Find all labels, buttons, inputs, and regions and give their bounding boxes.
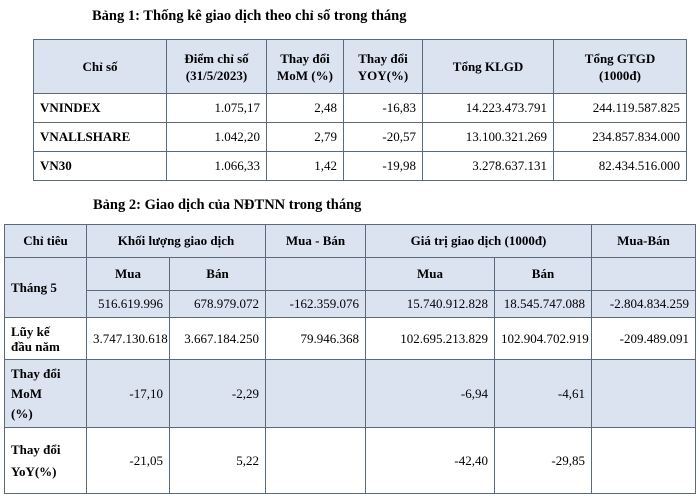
ytd-val-sell: 102.904.702.919 (495, 318, 592, 360)
row-label-mom: Thay đổi MoM (%) (5, 360, 87, 428)
header-value-group: Giá trị giao dịch (1000đ) (366, 225, 592, 258)
header-empty (592, 258, 696, 291)
index-yoy: -16,83 (344, 94, 423, 123)
table-row (5, 291, 696, 318)
header-index: Chỉ số (34, 40, 167, 94)
ytd-vol-sell: 3.667.184.250 (170, 318, 266, 360)
foreign-investor-table (4, 224, 696, 494)
month5-val-buy: 15.740.912.828 (366, 291, 495, 318)
header-volume: Tổng KLGD (423, 40, 554, 94)
ytd-vol-net: 79.946.368 (266, 318, 366, 360)
header-vol-sell: Bán (170, 258, 266, 291)
mom-vol-buy: -17,10 (87, 360, 170, 428)
index-yoy: -19,98 (344, 152, 423, 181)
index-mom: 1,42 (267, 152, 344, 181)
row-label-ytd: Lũy kế đầu năm (5, 318, 87, 360)
header-value: Tổng GTGD (1000đ) (554, 40, 687, 94)
mom-val-buy: -6,94 (366, 360, 495, 428)
row-label-yoy: Thay đổi YoY(%) (5, 428, 87, 494)
index-mom: 2,79 (267, 123, 344, 152)
mom-val-net (592, 360, 696, 428)
index-yoy: -20,57 (344, 123, 423, 152)
header-mom: Thay đổi MoM (%) (267, 40, 344, 94)
index-volume: 3.278.637.131 (423, 152, 554, 181)
month5-vol-sell: 678.979.072 (170, 291, 266, 318)
mom-vol-sell: -2,29 (170, 360, 266, 428)
index-name: VNALLSHARE (34, 123, 167, 152)
header-yoy: Thay đổi YOY(%) (344, 40, 423, 94)
index-points: 1.075,17 (167, 94, 267, 123)
month5-vol-buy: 516.619.996 (87, 291, 170, 318)
yoy-vol-net (266, 428, 366, 494)
header-net-volume: Mua - Bán (266, 225, 366, 258)
index-volume: 13.100.321.269 (423, 123, 554, 152)
header-criteria: Chỉ tiêu (5, 225, 87, 258)
table-row (34, 94, 687, 123)
index-points: 1.066,33 (167, 152, 267, 181)
yoy-vol-sell: 5,22 (170, 428, 266, 494)
month5-val-sell: 18.545.747.088 (495, 291, 592, 318)
header-empty (266, 258, 366, 291)
mom-val-sell: -4,61 (495, 360, 592, 428)
mom-vol-net (266, 360, 366, 428)
table-row (34, 123, 687, 152)
ytd-val-net: -209.489.091 (592, 318, 696, 360)
month5-vol-net: -162.359.076 (266, 291, 366, 318)
yoy-val-net (592, 428, 696, 494)
row-label-month5: Tháng 5 (5, 258, 87, 318)
index-value: 82.434.516.000 (554, 152, 687, 181)
header-vol-buy: Mua (87, 258, 170, 291)
table2-title: Bảng 2: Giao dịch của NĐTNN trong tháng (93, 197, 362, 213)
header-val-buy: Mua (366, 258, 495, 291)
yoy-val-sell: -29,85 (495, 428, 592, 494)
table1-title: Bảng 1: Thống kê giao dịch theo chỉ số trong tháng (92, 8, 407, 24)
index-value: 244.119.587.825 (554, 94, 687, 123)
ytd-vol-buy: 3.747.130.618 (87, 318, 170, 360)
yoy-val-buy: -42,40 (366, 428, 495, 494)
header-net-value: Mua-Bán (592, 225, 696, 258)
index-stats-table (33, 39, 687, 181)
ytd-val-buy: 102.695.213.829 (366, 318, 495, 360)
index-mom: 2,48 (267, 94, 344, 123)
table-row (5, 318, 696, 360)
header-points: Điểm chỉ số (31/5/2023) (167, 40, 267, 94)
header-val-sell: Bán (495, 258, 592, 291)
table-row (34, 152, 687, 181)
index-value: 234.857.834.000 (554, 123, 687, 152)
index-name: VN30 (34, 152, 167, 181)
month5-val-net: -2.804.834.259 (592, 291, 696, 318)
table-row (5, 428, 696, 494)
table-row (5, 360, 696, 428)
index-name: VNINDEX (34, 94, 167, 123)
header-volume-group: Khối lượng giao dịch (87, 225, 266, 258)
index-points: 1.042,20 (167, 123, 267, 152)
yoy-vol-buy: -21,05 (87, 428, 170, 494)
index-volume: 14.223.473.791 (423, 94, 554, 123)
